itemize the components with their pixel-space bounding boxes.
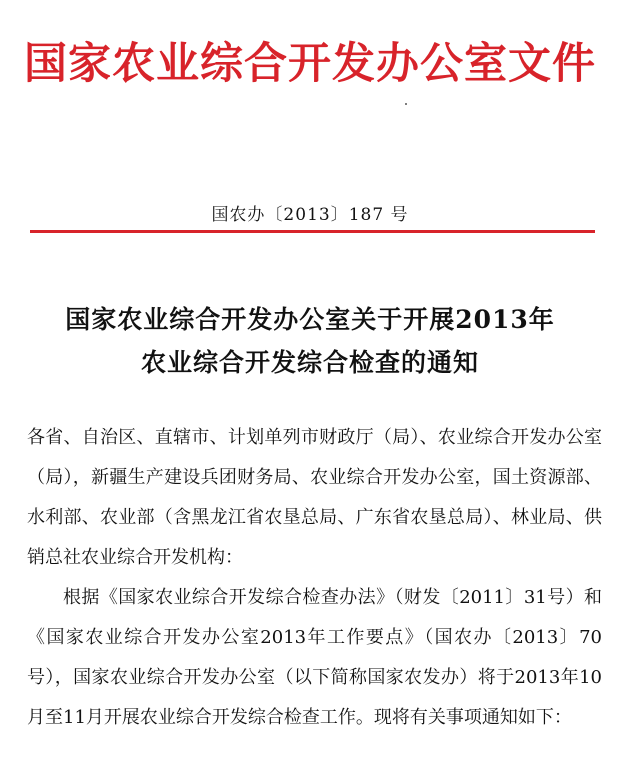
scan-speck [405, 103, 407, 105]
body-paragraph [27, 578, 602, 738]
paragraph-text: 根据《国家农业综合开发综合检查办法》（财发〔2011〕31号）和《国家农业综合开发办公室2013年工作要点》（国农办〔2013〕70号），国家农业综合开发办公室（以下简称国家农发办）将于2013年10月至11月开展农业综合开发综合检查工作。现将有关事项通知如下： [27, 587, 602, 728]
document-header: 国家农业综合开发办公室文件 [24, 39, 596, 89]
notice-title-line-1: 国家农业综合开发办公室关于开展2013年 [65, 305, 555, 334]
recipients-text: 各省、自治区、直辖市、计划单列市财政厅（局）、农业综合开发办公室（局），新疆生产建设兵团财务局、农业综合开发办公室，国土资源部、水利部、农业部（含黑龙江省农垦总局、广东省农垦总局）、林业局、供销总社农业综合开发机构： [27, 427, 602, 568]
notice-title-line-2: 农业综合开发综合检查的通知 [140, 348, 479, 377]
recipients-block [27, 418, 602, 578]
red-divider [30, 230, 595, 233]
document-number: 国农办〔2013〕187 号 [211, 205, 409, 225]
